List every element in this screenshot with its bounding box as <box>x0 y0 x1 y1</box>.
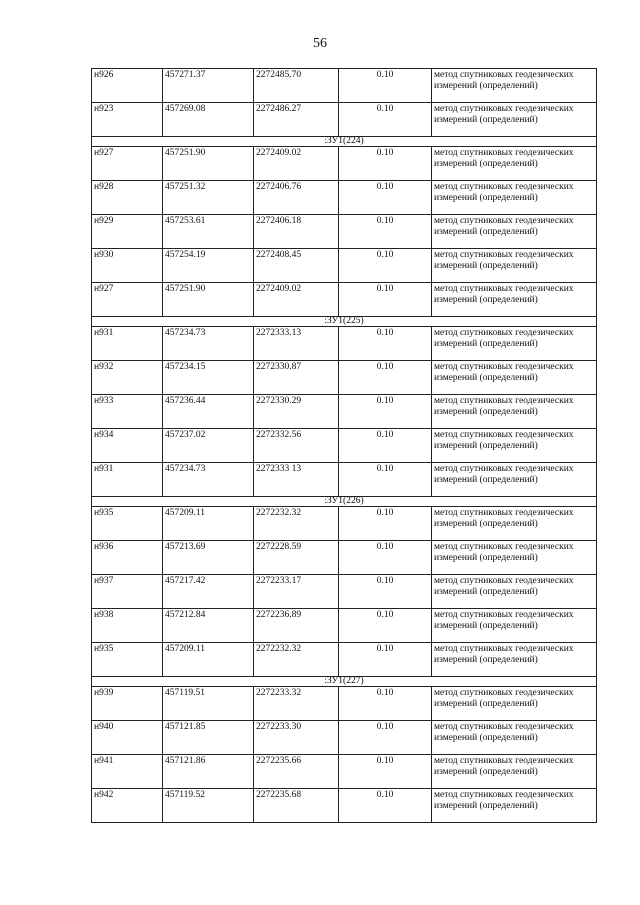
error-cell: 0.10 <box>339 755 432 789</box>
x-coordinate-cell: 457234.15 <box>163 361 254 395</box>
x-coordinate-cell: 457234.73 <box>163 463 254 497</box>
section-header: :ЗУ1(226) <box>92 497 597 507</box>
x-coordinate-cell: 457119.52 <box>163 789 254 823</box>
method-cell: метод спутниковых геодезических измерений (определений) <box>432 609 597 643</box>
x-coordinate-cell: 457119.51 <box>163 687 254 721</box>
point-name-cell: н932 <box>92 361 163 395</box>
error-cell: 0.10 <box>339 507 432 541</box>
table-row <box>92 507 597 541</box>
error-cell: 0.10 <box>339 215 432 249</box>
method-cell: метод спутниковых геодезических измерений (определений) <box>432 215 597 249</box>
point-name-cell: н935 <box>92 507 163 541</box>
method-cell: метод спутниковых геодезических измерений (определений) <box>432 283 597 317</box>
point-name-cell: н927 <box>92 283 163 317</box>
y-coordinate-cell: 2272228.59 <box>254 541 339 575</box>
y-coordinate-cell: 2272236.89 <box>254 609 339 643</box>
y-coordinate-cell: 2272406.76 <box>254 181 339 215</box>
y-coordinate-cell: 2272232.32 <box>254 643 339 677</box>
error-cell: 0.10 <box>339 721 432 755</box>
error-cell: 0.10 <box>339 609 432 643</box>
page-number: 56 <box>313 36 327 51</box>
error-cell: 0.10 <box>339 69 432 103</box>
error-cell: 0.10 <box>339 575 432 609</box>
point-name-cell: н931 <box>92 463 163 497</box>
x-coordinate-cell: 457121.85 <box>163 721 254 755</box>
point-name-cell: н937 <box>92 575 163 609</box>
x-coordinate-cell: 457253.61 <box>163 215 254 249</box>
table-row <box>92 755 597 789</box>
x-coordinate-cell: 457212.84 <box>163 609 254 643</box>
y-coordinate-cell: 2272235.66 <box>254 755 339 789</box>
x-coordinate-cell: 457209.11 <box>163 643 254 677</box>
method-cell: метод спутниковых геодезических измерений (определений) <box>432 361 597 395</box>
table-row <box>92 429 597 463</box>
y-coordinate-cell: 2272333.13 <box>254 327 339 361</box>
y-coordinate-cell: 2272408.45 <box>254 249 339 283</box>
table-row <box>92 249 597 283</box>
point-name-cell: н930 <box>92 249 163 283</box>
table-row <box>92 361 597 395</box>
method-cell: метод спутниковых геодезических измерений (определений) <box>432 181 597 215</box>
point-name-cell: н927 <box>92 147 163 181</box>
table-row <box>92 541 597 575</box>
method-cell: метод спутниковых геодезических измерений (определений) <box>432 463 597 497</box>
x-coordinate-cell: 457251.90 <box>163 283 254 317</box>
y-coordinate-cell: 2272233.17 <box>254 575 339 609</box>
x-coordinate-cell: 457236.44 <box>163 395 254 429</box>
section-header-row <box>92 497 597 507</box>
point-name-cell: н940 <box>92 721 163 755</box>
y-coordinate-cell: 2272409.02 <box>254 147 339 181</box>
point-name-cell: н928 <box>92 181 163 215</box>
y-coordinate-cell: 2272235.68 <box>254 789 339 823</box>
x-coordinate-cell: 457121.86 <box>163 755 254 789</box>
x-coordinate-cell: 457213.69 <box>163 541 254 575</box>
point-name-cell: н942 <box>92 789 163 823</box>
error-cell: 0.10 <box>339 463 432 497</box>
table-row <box>92 609 597 643</box>
point-name-cell: н931 <box>92 327 163 361</box>
point-name-cell: н939 <box>92 687 163 721</box>
method-cell: метод спутниковых геодезических измерений (определений) <box>432 687 597 721</box>
x-coordinate-cell: 457209.11 <box>163 507 254 541</box>
error-cell: 0.10 <box>339 789 432 823</box>
method-cell: метод спутниковых геодезических измерений (определений) <box>432 103 597 137</box>
table-row <box>92 721 597 755</box>
error-cell: 0.10 <box>339 687 432 721</box>
point-name-cell: н941 <box>92 755 163 789</box>
x-coordinate-cell: 457237.02 <box>163 429 254 463</box>
error-cell: 0.10 <box>339 395 432 429</box>
method-cell: метод спутниковых геодезических измерений (определений) <box>432 395 597 429</box>
method-cell: метод спутниковых геодезических измерений (определений) <box>432 327 597 361</box>
table-row <box>92 103 597 137</box>
section-header: :ЗУ1(225) <box>92 317 597 327</box>
table-row <box>92 181 597 215</box>
y-coordinate-cell: 2272333 13 <box>254 463 339 497</box>
point-name-cell: н934 <box>92 429 163 463</box>
method-cell: метод спутниковых геодезических измерений (определений) <box>432 69 597 103</box>
point-name-cell: н926 <box>92 69 163 103</box>
method-cell: метод спутниковых геодезических измерений (определений) <box>432 147 597 181</box>
y-coordinate-cell: 2272233.32 <box>254 687 339 721</box>
point-name-cell: н936 <box>92 541 163 575</box>
table-row <box>92 463 597 497</box>
x-coordinate-cell: 457251.90 <box>163 147 254 181</box>
method-cell: метод спутниковых геодезических измерений (определений) <box>432 789 597 823</box>
table-row <box>92 575 597 609</box>
method-cell: метод спутниковых геодезических измерений (определений) <box>432 249 597 283</box>
error-cell: 0.10 <box>339 147 432 181</box>
y-coordinate-cell: 2272406.18 <box>254 215 339 249</box>
y-coordinate-cell: 2272409.02 <box>254 283 339 317</box>
y-coordinate-cell: 2272330.87 <box>254 361 339 395</box>
section-header: :ЗУ1(224) <box>92 137 597 147</box>
method-cell: метод спутниковых геодезических измерений (определений) <box>432 755 597 789</box>
point-name-cell: н923 <box>92 103 163 137</box>
method-cell: метод спутниковых геодезических измерений (определений) <box>432 541 597 575</box>
table-row <box>92 283 597 317</box>
point-name-cell: н935 <box>92 643 163 677</box>
error-cell: 0.10 <box>339 249 432 283</box>
error-cell: 0.10 <box>339 361 432 395</box>
error-cell: 0.10 <box>339 643 432 677</box>
error-cell: 0.10 <box>339 327 432 361</box>
method-cell: метод спутниковых геодезических измерений (определений) <box>432 507 597 541</box>
y-coordinate-cell: 2272232.32 <box>254 507 339 541</box>
table-row <box>92 327 597 361</box>
table-row <box>92 395 597 429</box>
error-cell: 0.10 <box>339 429 432 463</box>
y-coordinate-cell: 2272486.27 <box>254 103 339 137</box>
section-header-row <box>92 137 597 147</box>
error-cell: 0.10 <box>339 103 432 137</box>
section-header-row <box>92 677 597 687</box>
error-cell: 0.10 <box>339 283 432 317</box>
section-header-row <box>92 317 597 327</box>
table-row <box>92 789 597 823</box>
method-cell: метод спутниковых геодезических измерений (определений) <box>432 643 597 677</box>
x-coordinate-cell: 457217.42 <box>163 575 254 609</box>
y-coordinate-cell: 2272330.29 <box>254 395 339 429</box>
y-coordinate-cell: 2272485.70 <box>254 69 339 103</box>
x-coordinate-cell: 457269.08 <box>163 103 254 137</box>
x-coordinate-cell: 457254.19 <box>163 249 254 283</box>
error-cell: 0.10 <box>339 541 432 575</box>
table-row <box>92 643 597 677</box>
point-name-cell: н938 <box>92 609 163 643</box>
method-cell: метод спутниковых геодезических измерений (определений) <box>432 575 597 609</box>
table-row <box>92 147 597 181</box>
y-coordinate-cell: 2272233.30 <box>254 721 339 755</box>
x-coordinate-cell: 457251.32 <box>163 181 254 215</box>
table-row <box>92 687 597 721</box>
x-coordinate-cell: 457271.37 <box>163 69 254 103</box>
table-row <box>92 69 597 103</box>
section-header: :ЗУ1(227) <box>92 677 597 687</box>
method-cell: метод спутниковых геодезических измерений (определений) <box>432 429 597 463</box>
coordinates-table <box>91 68 597 823</box>
point-name-cell: н933 <box>92 395 163 429</box>
point-name-cell: н929 <box>92 215 163 249</box>
method-cell: метод спутниковых геодезических измерений (определений) <box>432 721 597 755</box>
error-cell: 0.10 <box>339 181 432 215</box>
table-row <box>92 215 597 249</box>
x-coordinate-cell: 457234.73 <box>163 327 254 361</box>
y-coordinate-cell: 2272332.56 <box>254 429 339 463</box>
